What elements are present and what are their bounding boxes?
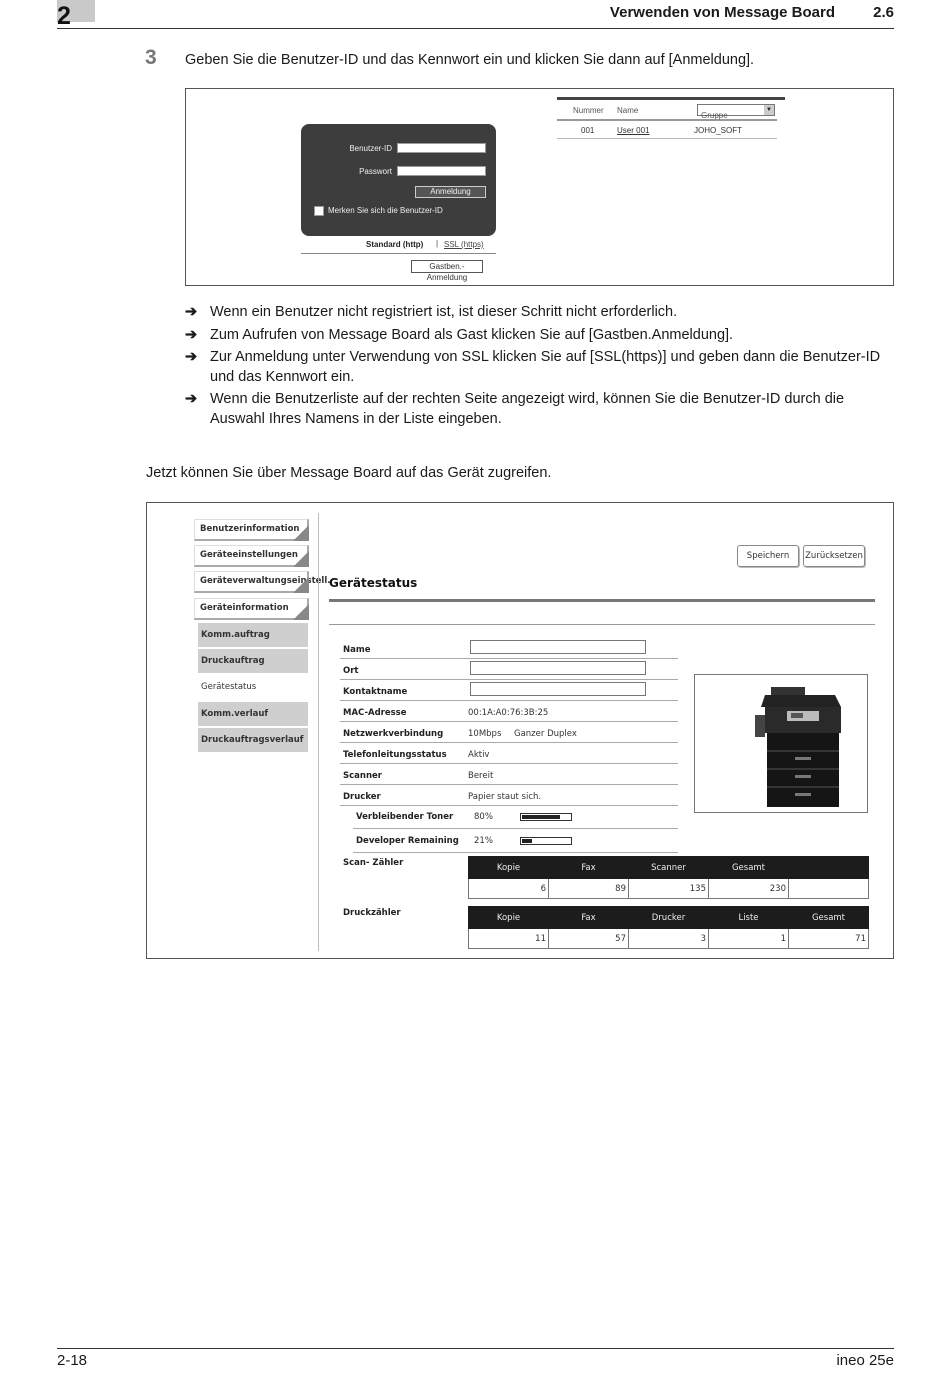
- scan-counter-table: [468, 856, 869, 899]
- step-text: Geben Sie die Benutzer-ID und das Kennwort ein und klicken Sie dann auf [Anmeldung].: [185, 52, 755, 68]
- field-printer: Drucker Papier staut sich.: [340, 785, 678, 806]
- field-phone-line: Telefonleitungsstatus Aktiv: [340, 743, 678, 764]
- field-location: Ort: [340, 659, 678, 680]
- table-header: Liste: [709, 907, 789, 929]
- group-select[interactable]: [697, 104, 775, 120]
- field-toner: Verbleibender Toner 80%: [353, 805, 678, 829]
- device-image: [694, 674, 868, 813]
- arrow-icon: ➔: [185, 391, 198, 407]
- group-select-value: Gruppe: [701, 111, 728, 120]
- table-row: 11 57 3 1 71: [469, 929, 869, 949]
- tab-device-settings[interactable]: Geräteeinstellungen: [194, 545, 309, 567]
- arrow-icon: ➔: [185, 327, 198, 343]
- toner-progress-bar: [520, 813, 572, 821]
- title-rule: [329, 599, 875, 602]
- print-counter-label: Druckzähler: [343, 908, 401, 918]
- table-header: Kopie: [469, 907, 549, 929]
- table-row[interactable]: [557, 121, 777, 139]
- running-title: Verwenden von Message Board: [609, 4, 835, 21]
- tab-device-admin[interactable]: Geräteverwaltungseinstell.: [194, 571, 309, 593]
- field-name: Name: [340, 638, 678, 659]
- page-number: 2-18: [57, 1352, 88, 1369]
- sidebar-item-print-job[interactable]: Druckauftrag: [198, 649, 308, 674]
- table-header: Gesamt: [709, 857, 789, 879]
- row-number: 001: [581, 126, 595, 135]
- title-rule-thin: [329, 624, 875, 625]
- toner-progress-fill: [522, 815, 560, 819]
- divider: [301, 253, 496, 254]
- sidebar-divider: [318, 513, 319, 951]
- user-list-header: [557, 100, 785, 118]
- table-header: Gesamt: [789, 907, 869, 929]
- tab-user-info[interactable]: Benutzerinformation: [194, 519, 309, 541]
- field-developer: Developer Remaining 21%: [353, 829, 678, 853]
- section-number: 2.6: [873, 4, 894, 21]
- password-input[interactable]: [397, 166, 486, 176]
- login-button[interactable]: Anmeldung: [415, 186, 486, 198]
- sidebar-item-print-log[interactable]: Druckauftragsverlauf: [198, 728, 308, 753]
- table-header: [789, 857, 869, 879]
- row-group: JOHO_SOFT: [694, 126, 743, 135]
- step-number: 3: [145, 46, 157, 69]
- developer-progress-bar: [520, 837, 572, 845]
- table-header: Fax: [549, 857, 629, 879]
- column-number: Nummer: [573, 106, 604, 115]
- table-header: Fax: [549, 907, 629, 929]
- guest-login-button[interactable]: Gastben.-Anmeldung: [411, 260, 483, 273]
- password-label: Passwort: [359, 167, 392, 176]
- header-rule: [57, 28, 894, 29]
- product-name: ineo 25e: [836, 1352, 894, 1369]
- table-header: Kopie: [469, 857, 549, 879]
- footer-rule: [57, 1348, 894, 1349]
- contact-input[interactable]: [470, 682, 646, 696]
- user-id-input[interactable]: [397, 143, 486, 153]
- chevron-down-icon[interactable]: ▼: [764, 105, 774, 115]
- row-user-link[interactable]: User 001: [617, 126, 650, 135]
- location-input[interactable]: [470, 661, 646, 675]
- reset-button[interactable]: Zurücksetzen: [803, 545, 865, 567]
- field-network: Netzwerkverbindung 10Mbps Ganzer Duplex: [340, 722, 678, 743]
- column-name: Name: [617, 106, 639, 115]
- scan-counter-label: Scan- Zähler: [343, 858, 404, 868]
- protocol-ssl-link[interactable]: SSL (https): [444, 240, 484, 249]
- tab-device-info[interactable]: Geräteinformation: [194, 598, 309, 620]
- device-status-screenshot: [146, 502, 894, 959]
- user-list: [557, 97, 785, 139]
- field-scanner: Scanner Bereit: [340, 764, 678, 785]
- print-counter-table: [468, 906, 869, 949]
- table-row: 6 89 135 230: [469, 879, 869, 899]
- field-mac: MAC-Adresse 00:1A:A0:76:3B:25: [340, 701, 678, 722]
- page-title: Gerätestatus: [329, 576, 418, 590]
- sidebar-item-comm-log[interactable]: Komm.verlauf: [198, 702, 308, 727]
- remember-label: Merken Sie sich die Benutzer-ID: [328, 206, 443, 215]
- name-input[interactable]: [470, 640, 646, 654]
- user-id-label: Benutzer-ID: [349, 144, 392, 153]
- login-screenshot: [185, 88, 894, 286]
- protocol-separator: |: [436, 239, 439, 248]
- protocol-standard[interactable]: Standard (http): [366, 240, 424, 249]
- sidebar-item-device-status[interactable]: Gerätestatus: [198, 675, 308, 700]
- arrow-icon: ➔: [185, 349, 198, 365]
- remember-checkbox[interactable]: [314, 206, 324, 216]
- developer-progress-fill: [522, 839, 532, 843]
- field-contact: Kontaktname: [340, 680, 678, 701]
- chapter-number: 2: [57, 2, 71, 30]
- table-header: Scanner: [629, 857, 709, 879]
- table-header: Drucker: [629, 907, 709, 929]
- printer-icon: [695, 675, 867, 812]
- save-button[interactable]: Speichern: [737, 545, 799, 567]
- paragraph: Jetzt können Sie über Message Board auf das Gerät zugreifen.: [146, 465, 552, 481]
- sidebar-item-comm-job[interactable]: Komm.auftrag: [198, 623, 308, 648]
- arrow-icon: ➔: [185, 304, 198, 320]
- login-panel: [301, 124, 496, 236]
